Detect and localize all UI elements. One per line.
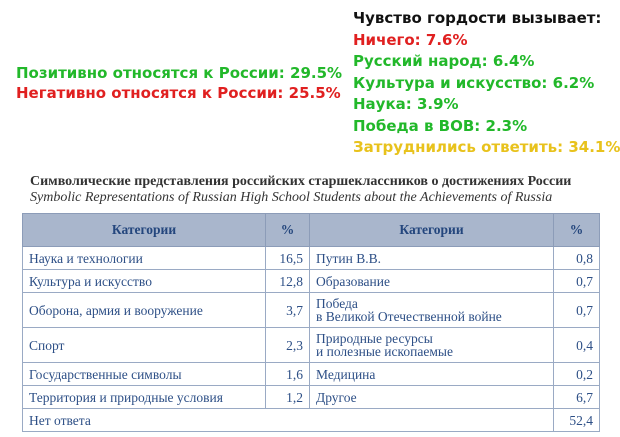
category-line: в Великой Отечественной войне bbox=[316, 309, 502, 324]
pride-stat-culture: Культура и искусство: 6.2% bbox=[353, 73, 595, 92]
category-line: и полезные ископаемые bbox=[316, 344, 453, 359]
table-row bbox=[23, 270, 600, 293]
header-category-2: Категории bbox=[310, 214, 554, 247]
header-category-1: Категории bbox=[23, 214, 266, 247]
category-cell: Путин В.В. bbox=[310, 247, 554, 270]
percent-cell: 0,7 bbox=[554, 270, 600, 293]
achievements-table bbox=[22, 213, 600, 432]
table-row bbox=[23, 328, 600, 363]
category-cell: Медицина bbox=[310, 363, 554, 386]
table-subtitle: Symbolic Representations of Russian High School Students about the Achievements of Russia bbox=[30, 190, 553, 205]
percent-cell: 12,8 bbox=[266, 270, 310, 293]
category-cell: Культура и искусство bbox=[23, 270, 266, 293]
category-cell bbox=[310, 293, 554, 328]
table-header-row bbox=[23, 214, 600, 247]
category-cell: Территория и природные условия bbox=[23, 386, 266, 409]
no-answer-label: Нет ответа bbox=[23, 409, 554, 432]
pride-stat-people: Русский народ: 6.4% bbox=[353, 52, 535, 70]
header-percent-2: % bbox=[554, 214, 600, 247]
category-cell: Государственные символы bbox=[23, 363, 266, 386]
category-cell bbox=[310, 328, 554, 363]
table-row bbox=[23, 247, 600, 270]
category-cell: Оборона, армия и вооружение bbox=[23, 293, 266, 328]
category-line: Победа bbox=[316, 296, 358, 311]
category-cell: Другое bbox=[310, 386, 554, 409]
percent-cell: 6,7 bbox=[554, 386, 600, 409]
table-row bbox=[23, 386, 600, 409]
pride-stat-victory: Победа в ВОВ: 2.3% bbox=[353, 116, 528, 135]
percent-cell: 0,7 bbox=[554, 293, 600, 328]
table-row-no-answer bbox=[23, 409, 600, 432]
table-title: Символические представления российских старшеклассников о достижениях России bbox=[30, 174, 572, 189]
percent-cell: 1,2 bbox=[266, 386, 310, 409]
percent-cell: 2,3 bbox=[266, 328, 310, 363]
left-annotations bbox=[16, 63, 342, 103]
pride-stat-science: Наука: 3.9% bbox=[353, 95, 459, 113]
table-row bbox=[23, 293, 600, 328]
pride-header: Чувство гордости вызывает: bbox=[353, 9, 602, 27]
header-percent-1: % bbox=[266, 214, 310, 247]
negative-attitude-stat: Негативно относятся к России: 25.5% bbox=[16, 84, 341, 102]
table-row bbox=[23, 363, 600, 386]
percent-cell: 0,8 bbox=[554, 247, 600, 270]
percent-cell: 1,6 bbox=[266, 363, 310, 386]
pride-stat-undecided: Затруднились ответить: 34.1% bbox=[353, 138, 620, 156]
no-answer-percent: 52,4 bbox=[554, 409, 600, 432]
percent-cell: 0,2 bbox=[554, 363, 600, 386]
category-line: Природные ресурсы bbox=[316, 331, 433, 346]
percent-cell: 0,4 bbox=[554, 328, 600, 363]
right-annotations bbox=[353, 8, 620, 159]
pride-stat-nothing: Ничего: 7.6% bbox=[353, 30, 468, 49]
positive-attitude-stat: Позитивно относятся к России: 29.5% bbox=[16, 64, 343, 82]
percent-cell: 3,7 bbox=[266, 293, 310, 328]
percent-cell: 16,5 bbox=[266, 247, 310, 270]
category-cell: Образование bbox=[310, 270, 554, 293]
category-cell: Спорт bbox=[23, 328, 266, 363]
category-cell: Наука и технологии bbox=[23, 247, 266, 270]
